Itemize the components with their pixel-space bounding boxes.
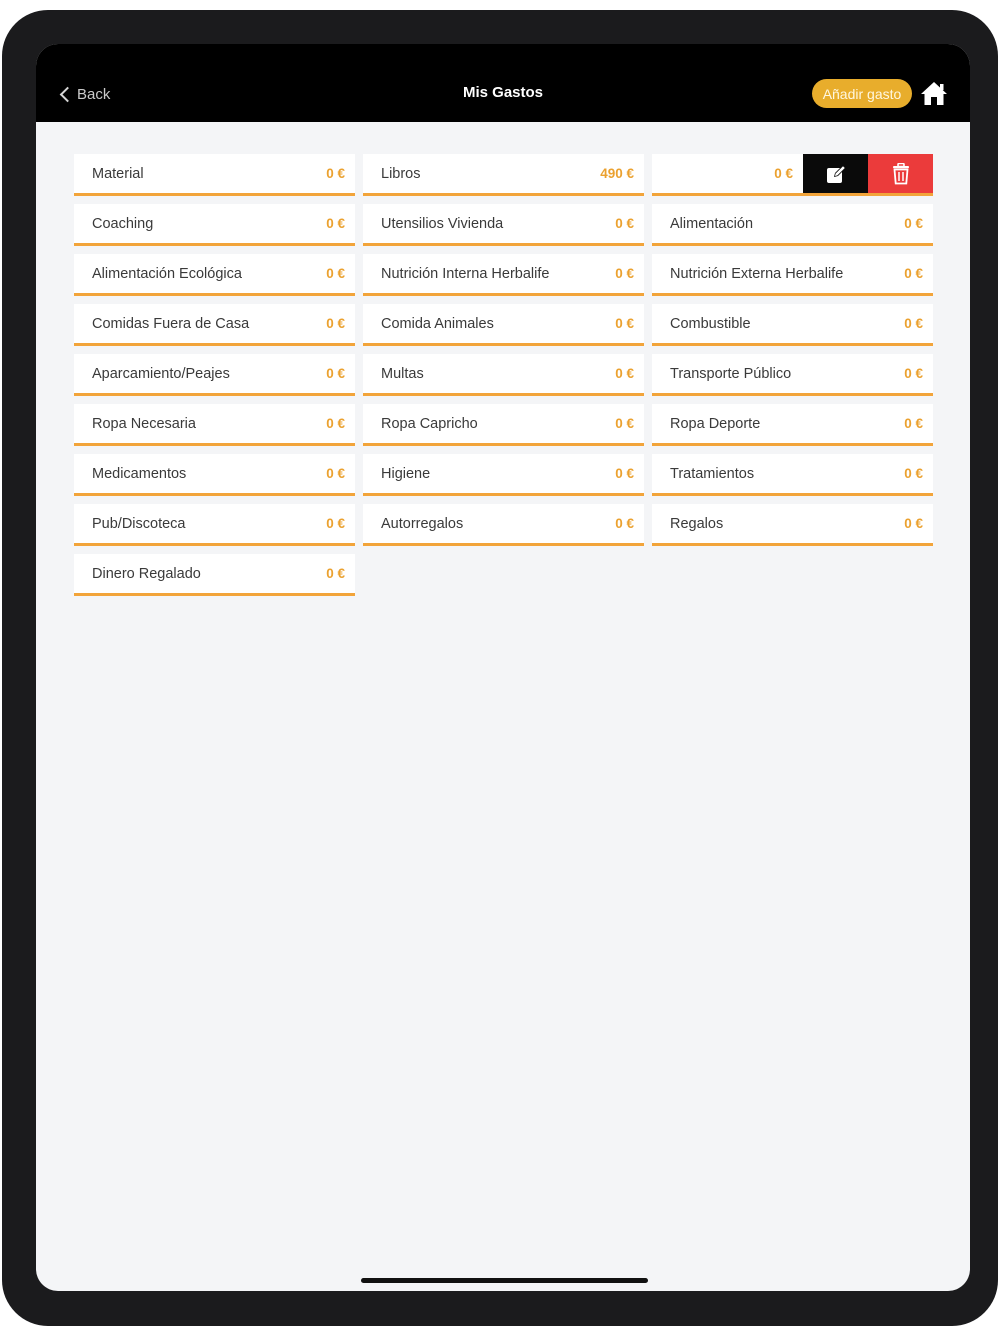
expense-label: Autorregalos — [381, 516, 464, 532]
expense-label: Aparcamiento/Peajes — [92, 366, 230, 382]
expense-amount: 0 € — [615, 216, 634, 231]
expense-label: Regalos — [670, 516, 724, 532]
expense-row[interactable] — [652, 354, 933, 396]
expense-row[interactable] — [74, 304, 355, 346]
expense-row[interactable] — [74, 204, 355, 246]
add-expense-button[interactable]: Añadir gasto — [812, 79, 912, 108]
expense-label: Ropa Necesaria — [92, 416, 196, 432]
delete-button[interactable] — [868, 154, 933, 193]
expense-label: Dinero Regalado — [92, 566, 201, 582]
expense-label: Transporte Público — [670, 366, 792, 382]
expense-row[interactable] — [363, 354, 644, 396]
expense-row[interactable] — [74, 154, 355, 196]
edit-button[interactable] — [803, 154, 868, 193]
expense-label: Comidas Fuera de Casa — [92, 316, 250, 332]
expense-row[interactable] — [652, 404, 933, 446]
back-label: Back — [77, 85, 111, 103]
expense-amount: 0 € — [326, 166, 345, 181]
expense-row[interactable] — [652, 204, 933, 246]
expense-label: Ropa Capricho — [381, 416, 478, 432]
expense-amount: 0 € — [615, 266, 634, 281]
expense-amount: 0 € — [904, 316, 923, 331]
expense-row[interactable] — [363, 454, 644, 496]
trash-icon — [892, 163, 910, 185]
expense-amount: 0 € — [904, 416, 923, 431]
tablet-frame — [2, 10, 998, 1326]
expense-amount: 0 € — [326, 366, 345, 381]
expense-label: Pub/Discoteca — [92, 516, 186, 532]
expense-label: Alimentación Ecológica — [92, 266, 242, 282]
expense-amount: 0 € — [326, 566, 345, 581]
expense-amount: 0 € — [326, 316, 345, 331]
expense-amount: 0 € — [326, 416, 345, 431]
expense-label: Nutrición Externa Herbalife — [670, 266, 844, 282]
expense-row[interactable] — [74, 354, 355, 396]
expense-amount: 0 € — [326, 466, 345, 481]
navigation-bar — [36, 44, 970, 122]
expense-row[interactable] — [74, 404, 355, 446]
expense-amount: 0 € — [326, 266, 345, 281]
expense-amount: 0 € — [904, 216, 923, 231]
expense-row[interactable] — [652, 454, 933, 496]
edit-icon — [825, 163, 847, 185]
expense-amount: 0 € — [326, 516, 345, 531]
expense-label: Ropa Deporte — [670, 416, 761, 432]
expense-row[interactable] — [363, 254, 644, 296]
expense-label: Nutrición Interna Herbalife — [381, 266, 550, 282]
expense-amount: 0 € — [615, 516, 634, 531]
expense-row[interactable] — [652, 504, 933, 546]
home-button[interactable] — [920, 80, 948, 106]
expense-amount: 0 € — [615, 316, 634, 331]
expense-label: Utensilios Vivienda — [381, 216, 504, 232]
expense-amount: 0 € — [615, 416, 634, 431]
expense-label: Alimentación — [670, 216, 754, 232]
expense-label: Libros — [381, 166, 421, 182]
expense-amount: 0 € — [615, 466, 634, 481]
expense-label: Multas — [381, 366, 424, 382]
expense-row[interactable] — [363, 504, 644, 546]
expense-amount: 0 € — [904, 516, 923, 531]
expense-row[interactable] — [74, 254, 355, 296]
expense-row[interactable] — [363, 404, 644, 446]
expense-label: Comida Animales — [381, 316, 494, 332]
expense-row[interactable] — [652, 304, 933, 346]
expense-row[interactable] — [652, 154, 933, 196]
expense-amount: 0 € — [615, 366, 634, 381]
expense-row[interactable] — [363, 304, 644, 346]
expense-amount: 0 € — [904, 266, 923, 281]
expense-amount: 0 € — [326, 216, 345, 231]
expense-label: Medicamentos — [92, 466, 187, 482]
expense-row[interactable] — [74, 504, 355, 546]
expense-label: Coaching — [92, 216, 154, 232]
expense-label: Material — [92, 166, 144, 182]
expense-row[interactable] — [74, 554, 355, 596]
expense-amount: 490 € — [600, 166, 634, 181]
expense-amount: 0 € — [904, 366, 923, 381]
expense-label: Combustible — [670, 316, 751, 332]
expense-label: Higiene — [381, 466, 431, 482]
home-icon — [920, 80, 948, 106]
page-title: Mis Gastos — [462, 84, 544, 101]
expense-row[interactable] — [363, 154, 644, 196]
home-indicator — [361, 1278, 648, 1283]
expense-row[interactable] — [652, 254, 933, 296]
expense-row[interactable] — [74, 454, 355, 496]
expense-label: Tratamientos — [670, 466, 755, 482]
expense-amount: 0 € — [904, 466, 923, 481]
app-screen — [36, 44, 970, 1291]
expense-row[interactable] — [363, 204, 644, 246]
expense-amount: 0 € — [774, 166, 793, 181]
